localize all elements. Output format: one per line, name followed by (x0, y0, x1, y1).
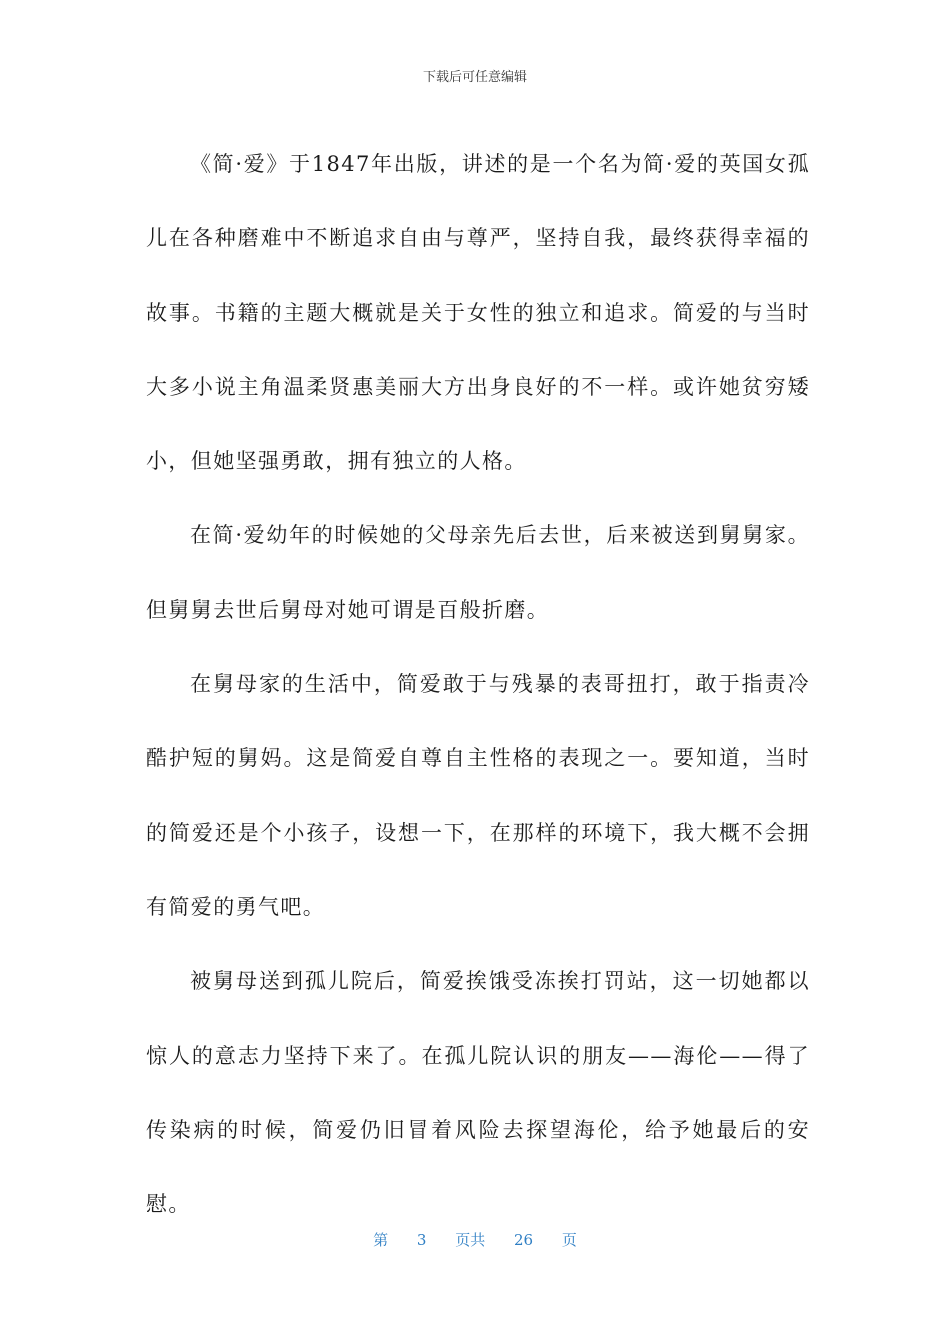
page-suffix: 页 (561, 1231, 577, 1249)
page-prefix: 第 (373, 1231, 389, 1249)
document-body (146, 127, 810, 1241)
page-number: 3 (416, 1231, 427, 1249)
page-mid: 页共 (455, 1231, 486, 1249)
paragraph-3: 在舅母家的生活中，简爱敢于与残暴的表哥扭打，敢于指责冷酷护短的舅妈。这是简爱自尊自主性格的表现之一。要知道，当时的简爱还是个小孩子，设想一下，在那样的环境下，我大概不会拥有简爱的勇气吧。 (146, 672, 810, 919)
header-note: 下载后可任意编辑 (422, 70, 527, 85)
paragraph-4: 被舅母送到孤儿院后，简爱挨饿受冻挨打罚站，这一切她都以惊人的意志力坚持下来了。在孤儿院认识的朋友——海伦——得了传染病的时候，简爱仍旧冒着风险去探望海伦，给予她最后的安慰。 (146, 969, 810, 1217)
paragraph-2: 在简·爱幼年的时候她的父母亲先后去世，后来被送到舅舅家。但舅舅去世后舅母对她可谓是百般折磨。 (146, 523, 810, 622)
page-footer (0, 1229, 950, 1250)
paragraph-1: 《简·爱》于1847年出版，讲述的是一个名为简·爱的英国女孤儿在各种磨难中不断追求自由与尊严，坚持自我，最终获得幸福的故事。书籍的主题大概就是关于女性的独立和追求。简爱的与当时大多小说主角温柔贤惠美丽大方出身良好的不一样。或许她贫穷矮小，但她坚强勇敢，拥有独立的人格。 (146, 152, 810, 474)
page-total: 26 (514, 1231, 534, 1249)
